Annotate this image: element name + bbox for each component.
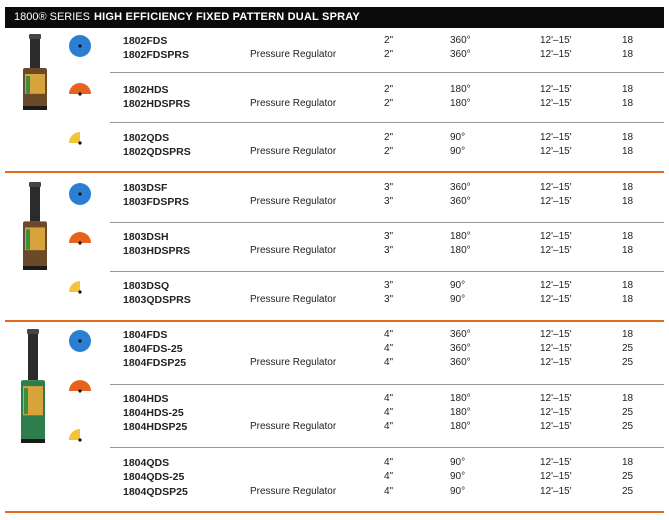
spray-radius: 12'–15' [540,35,572,46]
spray-radius: 12'–15' [540,357,572,368]
half-circle-spray-icon [68,231,92,260]
precip-rate: 18 [622,329,634,340]
row-divider [110,222,664,223]
quarter-circle-spray-icon [68,131,92,160]
precip-rate: 18 [622,294,634,305]
spray-arc: 180° [450,421,471,432]
popup-height: 4" [384,393,394,404]
popup-height: 4" [384,407,394,418]
model-number: 1802QDS [123,132,170,144]
spray-arc: 90° [450,471,466,482]
popup-height: 4" [384,357,394,368]
spray-arc: 180° [450,84,471,95]
precip-rate: 25 [622,421,634,432]
half-circle-spray-icon [68,379,92,408]
sprinkler-head-image [16,327,50,450]
spray-arc: 180° [450,407,471,418]
section-header [5,7,664,28]
sprinkler-head-image [18,32,52,117]
precip-rate: 25 [622,343,634,354]
popup-height: 4" [384,457,394,468]
precip-rate: 25 [622,357,634,368]
model-number: 1804HDSP25 [123,421,188,433]
model-number: 1802HDS [123,84,169,96]
popup-height: 4" [384,343,394,354]
spray-radius: 12'–15' [540,471,572,482]
popup-height: 3" [384,294,394,305]
popup-height: 2" [384,84,394,95]
precip-rate: 25 [622,486,634,497]
spray-radius: 12'–15' [540,231,572,242]
row-divider [110,72,664,73]
full-circle-spray-icon [68,329,92,358]
model-note: Pressure Regulator [250,421,337,432]
spray-radius: 12'–15' [540,84,572,95]
half-circle-spray-icon [68,82,92,111]
popup-height: 2" [384,35,394,46]
precip-rate: 18 [622,35,634,46]
spray-arc: 180° [450,245,471,256]
full-circle-spray-icon [68,182,92,211]
spray-radius: 12'–15' [540,280,572,291]
spray-arc: 360° [450,196,471,207]
spray-arc: 360° [450,357,471,368]
spray-radius: 12'–15' [540,393,572,404]
model-number: 1802QDSPRS [123,146,191,158]
model-number: 1803FDSPRS [123,196,189,208]
row-divider [110,447,664,448]
model-number: 1803DSH [123,231,169,243]
precip-rate: 18 [622,49,634,60]
model-note: Pressure Regulator [250,49,337,60]
model-number: 1804FDS [123,329,168,341]
model-number: 1804QDSP25 [123,486,188,498]
spray-arc: 360° [450,182,471,193]
spray-radius: 12'–15' [540,49,572,60]
spray-arc: 90° [450,280,466,291]
model-note: Pressure Regulator [250,98,337,109]
precip-rate: 18 [622,84,634,95]
spray-radius: 12'–15' [540,182,572,193]
precip-rate: 18 [622,393,634,404]
precip-rate: 18 [622,196,634,207]
popup-height: 4" [384,421,394,432]
model-note: Pressure Regulator [250,294,337,305]
model-number: 1802HDSPRS [123,98,191,110]
model-number: 1802FDSPRS [123,49,189,61]
popup-height: 2" [384,49,394,60]
popup-height: 2" [384,98,394,109]
model-number: 1804HDS-25 [123,407,184,419]
spray-arc: 360° [450,49,471,60]
popup-height: 3" [384,231,394,242]
precip-rate: 18 [622,245,634,256]
spray-radius: 12'–15' [540,132,572,143]
model-note: Pressure Regulator [250,196,337,207]
spray-arc: 360° [450,329,471,340]
precip-rate: 18 [622,132,634,143]
model-number: 1803QDSPRS [123,294,191,306]
model-note: Pressure Regulator [250,245,337,256]
row-divider [110,122,664,123]
spray-radius: 12'–15' [540,407,572,418]
spray-arc: 90° [450,486,466,497]
model-number: 1804FDSP25 [123,357,187,369]
group-divider [5,171,664,173]
spray-arc: 360° [450,343,471,354]
spray-arc: 90° [450,146,466,157]
model-number: 1804FDS-25 [123,343,183,355]
precip-rate: 18 [622,146,634,157]
popup-height: 3" [384,182,394,193]
precip-rate: 25 [622,471,634,482]
popup-height: 3" [384,196,394,207]
precip-rate: 25 [622,407,634,418]
precip-rate: 18 [622,98,634,109]
popup-height: 4" [384,471,394,482]
spray-radius: 12'–15' [540,329,572,340]
spray-arc: 180° [450,98,471,109]
spray-arc: 180° [450,393,471,404]
quarter-circle-spray-icon [68,280,92,309]
popup-height: 2" [384,146,394,157]
row-divider [110,271,664,272]
quarter-circle-spray-icon [68,428,92,457]
spray-radius: 12'–15' [540,343,572,354]
popup-height: 3" [384,245,394,256]
spray-arc: 180° [450,231,471,242]
model-number: 1804QDS [123,457,170,469]
precip-rate: 18 [622,457,634,468]
popup-height: 3" [384,280,394,291]
sprinkler-head-image [18,180,52,277]
model-number: 1804QDS-25 [123,471,185,483]
section-title: HIGH EFFICIENCY FIXED PATTERN DUAL SPRAY [94,11,360,23]
model-note: Pressure Regulator [250,146,337,157]
spray-radius: 12'–15' [540,457,572,468]
full-circle-spray-icon [68,34,92,63]
model-note: Pressure Regulator [250,486,337,497]
popup-height: 4" [384,486,394,497]
spray-radius: 12'–15' [540,486,572,497]
model-number: 1804HDS [123,393,169,405]
spray-radius: 12'–15' [540,196,572,207]
popup-height: 2" [384,132,394,143]
precip-rate: 18 [622,231,634,242]
spray-radius: 12'–15' [540,245,572,256]
model-number: 1803DSQ [123,280,170,292]
spray-radius: 12'–15' [540,98,572,109]
model-number: 1803DSF [123,182,168,194]
spray-radius: 12'–15' [540,421,572,432]
model-number: 1802FDS [123,35,168,47]
model-number: 1803HDSPRS [123,245,191,257]
spray-arc: 90° [450,457,466,468]
spray-radius: 12'–15' [540,146,572,157]
precip-rate: 18 [622,280,634,291]
series-label: 1800® SERIES [14,11,90,23]
group-divider [5,320,664,322]
model-note: Pressure Regulator [250,357,337,368]
row-divider [110,384,664,385]
spray-arc: 360° [450,35,471,46]
spray-radius: 12'–15' [540,294,572,305]
spray-arc: 90° [450,132,466,143]
group-divider [5,511,664,513]
spray-arc: 90° [450,294,466,305]
popup-height: 4" [384,329,394,340]
precip-rate: 18 [622,182,634,193]
